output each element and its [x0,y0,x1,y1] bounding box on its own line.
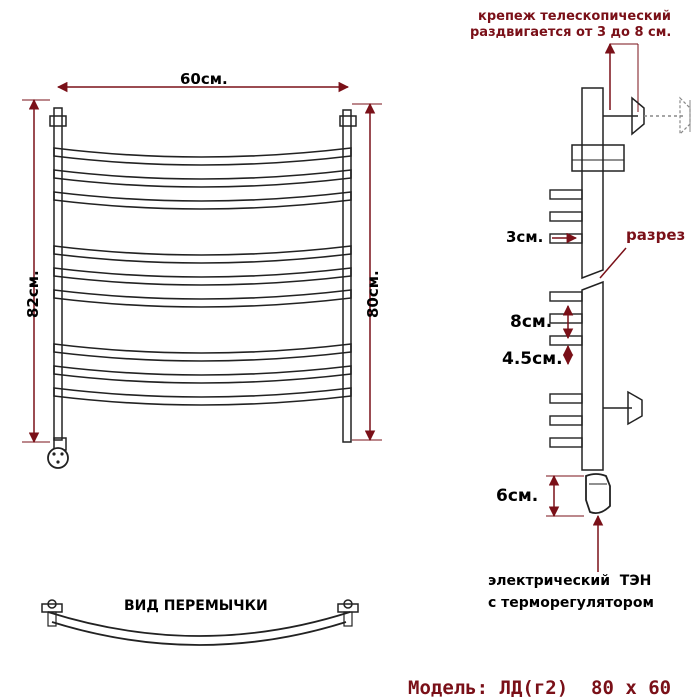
jumper-view [42,598,358,645]
side-rung-stub-1 [550,190,582,199]
height-right-label: 80см. [364,270,382,318]
rung-7 [54,344,351,361]
rung-label: 4.5см. [502,349,563,369]
mount-note-line1: крепеж телескопический [478,9,671,24]
heater-note-line2: с терморегулятором [488,595,654,611]
heater [586,474,610,513]
upper-wall-mount [603,98,690,134]
width-label: 60см. [180,70,228,88]
height-left-label: 82см. [24,270,42,318]
rungs [54,148,351,405]
cut-label: разрез [626,226,686,244]
rung-9 [54,388,351,405]
side-tube-upper [582,88,603,278]
side-rung-stub-4 [550,292,582,301]
model-label: Модель: ЛД(г2) 80 х 60 [408,677,672,699]
heater-length-label: 6см. [496,486,539,506]
spacing-label: 8см. [510,312,553,332]
lower-wall-mount [603,392,642,424]
jumper-title: ВИД ПЕРЕМЫЧКИ [124,598,268,614]
rung-5 [54,268,351,285]
side-rung-stub-7 [550,394,582,403]
top-bracket [572,145,624,171]
side-rung-stubs [550,190,582,447]
heater-note-line1: электрический ТЭН [488,573,652,589]
gap-label: 3см. [506,228,544,246]
rung-1 [54,148,351,165]
side-rung-stub-6 [550,336,582,345]
mount-note-line2: раздвигается от 3 до 8 см. [470,25,672,40]
side-rung-stub-8 [550,416,582,425]
rung-3 [54,192,351,209]
side-rung-stub-9 [550,438,582,447]
heater-plug [48,438,68,468]
side-rung-stub-5 [550,314,582,323]
rung-4 [54,246,351,263]
rung-8 [54,366,351,383]
side-rung-stub-2 [550,212,582,221]
rung-2 [54,170,351,187]
front-view [22,70,382,468]
side-tube-lower [582,282,603,470]
side-view [470,9,690,611]
rung-6 [54,290,351,307]
left-post [54,108,62,440]
